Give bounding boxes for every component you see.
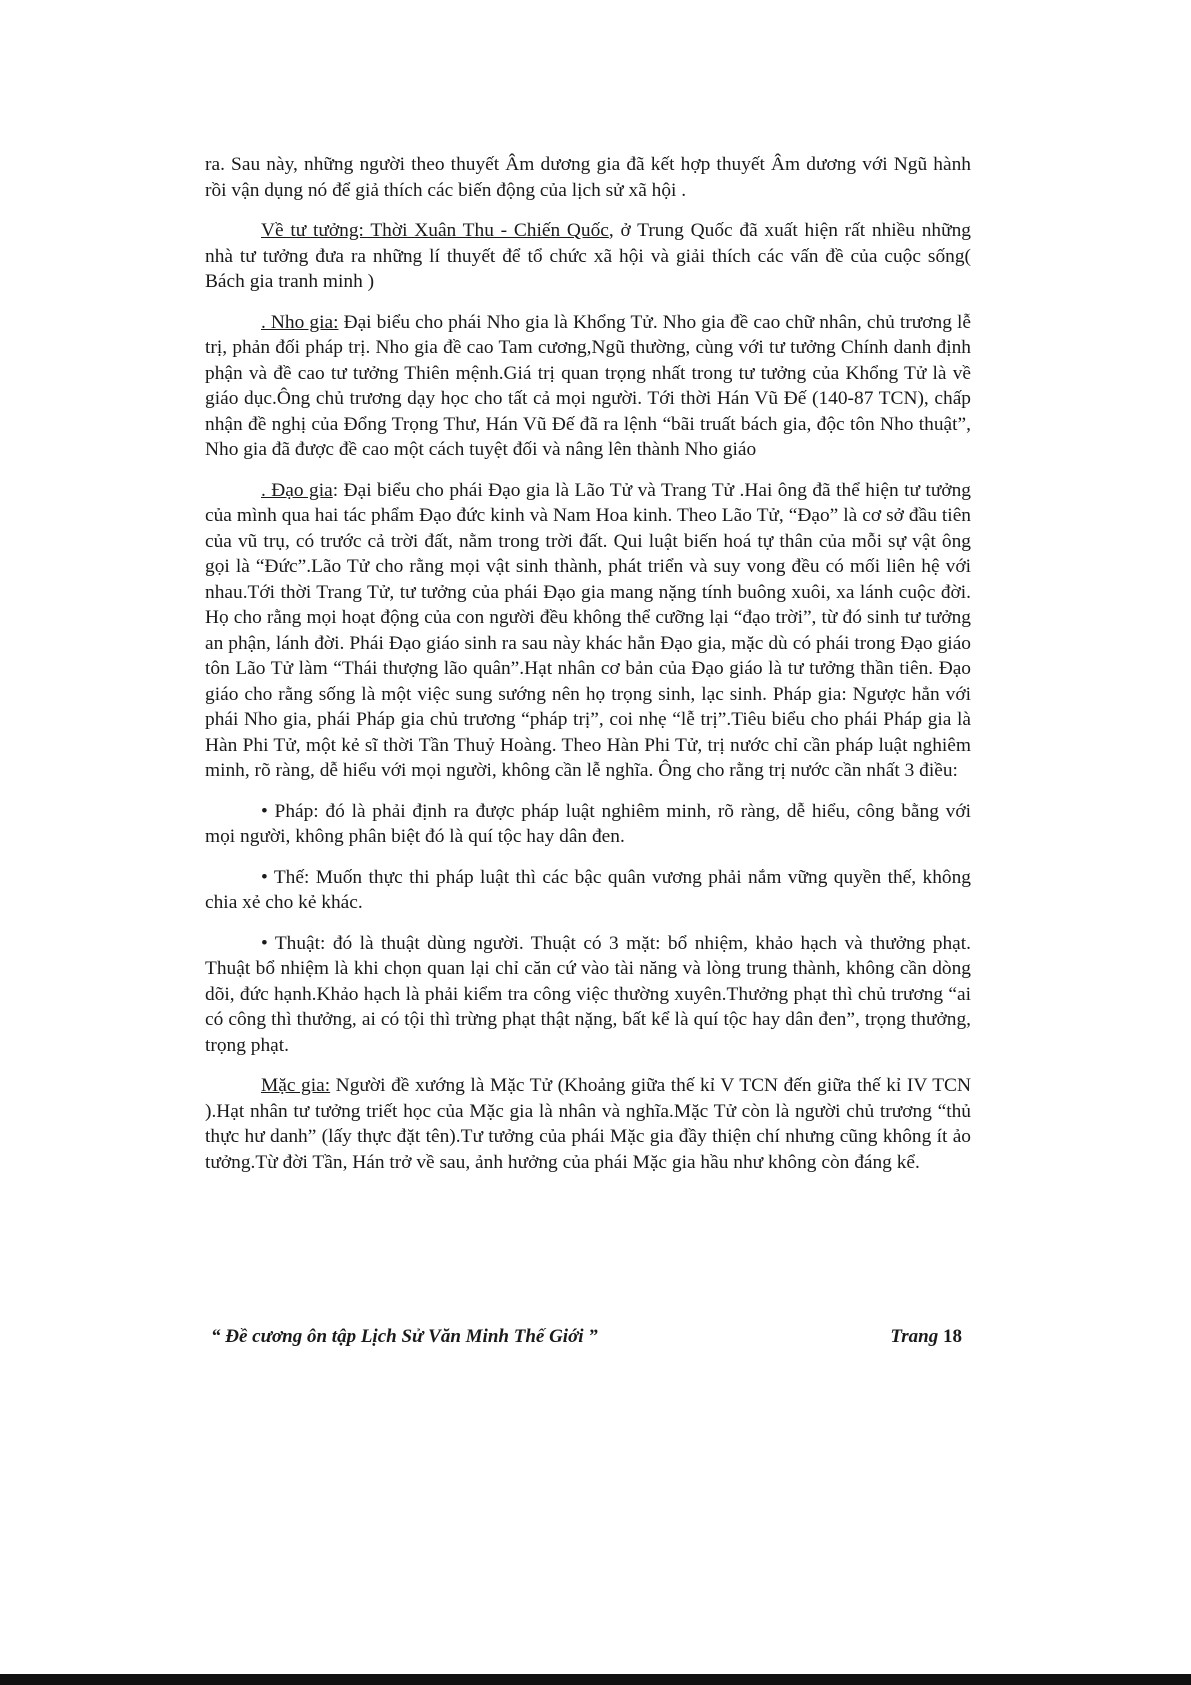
bullet-thuat: • Thuật: đó là thuật dùng người. Thuật có 3 mặt: bổ nhiệm, khảo hạch và thưởng phạt. Thuật bổ nhiệm là khi chọn quan lại chỉ căn cứ vào tài năng và lòng trung thành, không cần dòng dõi, đức hạnh.Khảo hạch là phải kiểm tra công việc thường xuyên.Thưởng phạt thì chủ trương “ai có công thì thưởng, ai có tội thì trừng phạt thật nặng, bất kể là quí tộc hay dân đen”, trọng thưởng, trọng phạt. [205, 932, 971, 1056]
bullet-the: • Thế: Muốn thực thi pháp luật thì các bậc quân vương phải nắm vững quyền thế, không chia xẻ cho kẻ khác. [205, 866, 971, 913]
paragraph-mac-gia [205, 1073, 971, 1175]
paragraph-dao-gia [205, 478, 971, 784]
scan-border [0, 1674, 1191, 1685]
paragraph-text: , ở Trung Quốc đã xuất hiện rất nhiều những nhà tư tưởng đưa ra những lí thuyết để tổ chức xã hội và giải thích các vấn đề của cuộc sống( Bách gia tranh minh ) [205, 220, 971, 292]
bullet-phap: • Pháp: đó là phải định ra được pháp luật nghiêm minh, rõ ràng, dễ hiểu, công bằng với mọi người, không phân biệt đó là quí tộc hay dân đen. [205, 800, 971, 847]
footer-title: “ Đề cương ôn tập Lịch Sử Văn Minh Thế Giới ” [211, 1326, 598, 1347]
page-number [890, 1326, 962, 1348]
page-number-value: 18 [943, 1326, 962, 1347]
paragraph-tu-tuong [205, 218, 971, 295]
paragraph-nho-gia [205, 310, 971, 463]
section-heading-nho-gia: . Nho gia: [261, 311, 339, 333]
paragraph-text: Đại biểu cho phái Nho gia là Khổng Tử. Nho gia đề cao chữ nhân, chủ trương lễ trị, phản đối pháp trị. Nho gia đề cao Tam cương,Ngũ thường, cùng với tư tưởng Chính danh định phận và đề cao tư tưởng Thiên mệnh.Giá trị quan trọng nhất trong tư tưởng của Khổng Tử là về giáo dục.Ông chủ trương dạy học cho tất cả mọi người. Tới thời Hán Vũ Đế (140-87 TCN), chấp nhận đề nghị của Đổng Trọng Thư, Hán Vũ Đế đã ra lệnh “bãi truất bách gia, độc tôn Nho thuật”, Nho gia đã được đề cao một cách tuyệt đối và nâng lên thành Nho giáo [205, 311, 972, 460]
section-heading-mac-gia: Mặc gia: [261, 1075, 331, 1096]
section-heading-dao-gia: . Đạo gia [261, 479, 333, 501]
section-heading-tu-tuong: Về tư tưởng: Thời Xuân Thu - Chiến Quốc [261, 220, 609, 241]
page-body [205, 152, 971, 1190]
page-label: Trang [890, 1326, 939, 1347]
page-footer [205, 1326, 971, 1352]
paragraph-text: Người đề xướng là Mặc Tử (Khoảng giữa thế kỉ V TCN đến giữa thế kỉ IV TCN ).Hạt nhân tư tưởng triết học của Mặc gia là nhân và nghĩa.Mặc Tử còn là người chủ trương “thủ thực hư danh” (lấy thực đặt tên).Tư tưởng của phái Mặc gia đầy thiện chí nhưng cũng không ít ảo tưởng.Từ đời Tần, Hán trở về sau, ảnh hưởng của phái Mặc gia hầu như không còn đáng kể. [205, 1075, 971, 1173]
paragraph-am-duong: ra. Sau này, những người theo thuyết Âm dương gia đã kết hợp thuyết Âm dương với Ngũ hành rồi vận dụng nó để giả thích các biến động của lịch sử xã hội . [205, 154, 971, 201]
paragraph-text: : Đại biểu cho phái Đạo gia là Lão Tử và Trang Tử .Hai ông đã thể hiện tư tưởng của mình qua hai tác phẩm Đạo đức kinh và Nam Hoa kinh. Theo Lão Tử, “Đạo” là cơ sở đầu tiên của vũ trụ, có trước cả trời đất, nằm trong trời đất. Qui luật biến hoá tự thân của mỗi sự vật ông gọi là “Đức”.Lão Tử cho rằng mọi vật sinh thành, phát triển và suy vong đều có mối liên hệ với nhau.Tới thời Trang Tử, tư tưởng của phái Đạo gia mang nặng tính buông xuôi, xa lánh cuộc đời. Họ cho rằng mọi hoạt động của con người đều không thể cưỡng lại “đạo trời”, từ đó sinh tư tưởng an phận, lánh đời. Phái Đạo giáo sinh ra sau này khác hẳn Đạo gia, mặc dù có phái trong Đạo giáo tôn Lão Tử làm “Thái thượng lão quân”.Hạt nhân cơ bản của Đạo giáo là tư tưởng thần tiên. Đạo giáo cho rằng sống là một việc sung sướng nên họ trọng sinh, lạc sinh. Pháp gia: Ngược hẳn với phái Nho gia, phái Pháp gia chủ trương “pháp trị”, coi nhẹ “lễ trị”.Tiêu biểu cho phái Pháp gia là Hàn Phi Tử, một kẻ sĩ thời Tần Thuỷ Hoàng. Theo Hàn Phi Tử, trị nước chỉ cần pháp luật nghiêm minh, rõ ràng, dễ hiểu với mọi người, không cần lễ nghĩa. Ông cho rằng trị nước cần nhất 3 điều: [205, 479, 971, 781]
